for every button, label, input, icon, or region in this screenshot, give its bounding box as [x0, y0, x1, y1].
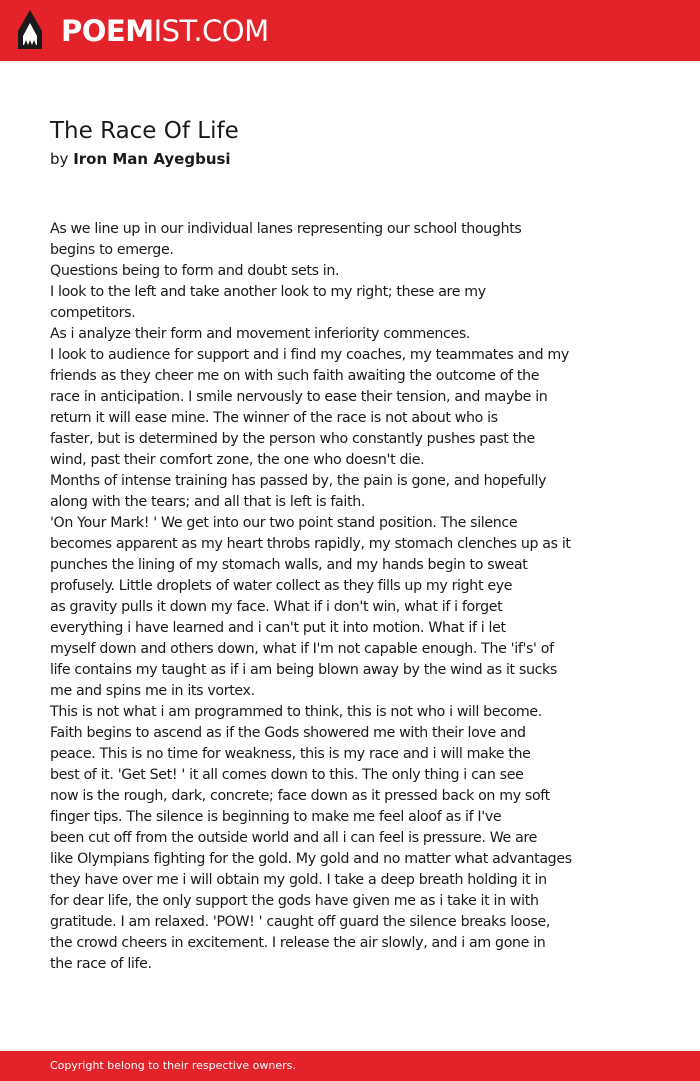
- site-logo[interactable]: [61, 10, 269, 52]
- poem-line: best of it. 'Get Set! ' it all comes down to this. The only thing i can see: [50, 767, 524, 783]
- poem-byline: [50, 147, 231, 171]
- poem-line: everything i have learned and i can't put it into motion. What if i let: [50, 620, 506, 636]
- poem-line: I look to the left and take another look to my right; these are my: [50, 284, 486, 300]
- poem-line: 'On Your Mark! ' We get into our two point stand position. The silence: [50, 515, 518, 531]
- poem-line: This is not what i am programmed to think, this is not who i will become.: [50, 704, 542, 720]
- poem-line: Questions being to form and doubt sets in.: [50, 263, 340, 279]
- poem-line: begins to emerge.: [50, 242, 174, 258]
- poem-line: now is the rough, dark, concrete; face down as it pressed back on my soft: [50, 788, 550, 804]
- poem-line: life contains my taught as if i am being blown away by the wind as it sucks: [50, 662, 557, 678]
- logo-bold-text: POEM: [61, 14, 154, 48]
- poem-line: wind, past their comfort zone, the one who doesn't die.: [50, 452, 425, 468]
- poem-line: As i analyze their form and movement inferiority commences.: [50, 326, 471, 342]
- pen-nib-icon[interactable]: [17, 9, 43, 51]
- poem-line: the race of life.: [50, 956, 152, 972]
- site-header: [0, 0, 700, 61]
- poem-author: Iron Man Ayegbusi: [73, 150, 231, 168]
- poem-line: competitors.: [50, 305, 136, 321]
- poem-line: peace. This is no time for weakness, this is my race and i will make the: [50, 746, 531, 762]
- poem-line: like Olympians fighting for the gold. My gold and no matter what advantages: [50, 851, 572, 867]
- poem-line: they have over me i will obtain my gold. I take a deep breath holding it in: [50, 872, 547, 888]
- poem-line: return it will ease mine. The winner of the race is not about who is: [50, 410, 498, 426]
- poem-line: As we line up in our individual lanes representing our school thoughts: [50, 221, 522, 237]
- poem-title: The Race Of Life: [50, 118, 239, 144]
- poem-line: been cut off from the outside world and all i can feel is pressure. We are: [50, 830, 537, 846]
- footer-copyright: Copyright belong to their respective owners.: [50, 1059, 296, 1072]
- poem-line: punches the lining of my stomach walls, and my hands begin to sweat: [50, 557, 528, 573]
- poem-line: faster, but is determined by the person who constantly pushes past the: [50, 431, 535, 447]
- poem-line: friends as they cheer me on with such faith awaiting the outcome of the: [50, 368, 540, 384]
- poem-line: Months of intense training has passed by, the pain is gone, and hopefully: [50, 473, 547, 489]
- poem-line: along with the tears; and all that is left is faith.: [50, 494, 366, 510]
- poem-line: Faith begins to ascend as if the Gods showered me with their love and: [50, 725, 526, 741]
- poem-line: the crowd cheers in excitement. I release the air slowly, and i am gone in: [50, 935, 546, 951]
- poem-line: for dear life, the only support the gods have given me as i take it in with: [50, 893, 539, 909]
- poem-line: I look to audience for support and i find my coaches, my teammates and my: [50, 347, 569, 363]
- poem-line: becomes apparent as my heart throbs rapidly, my stomach clenches up as it: [50, 536, 571, 552]
- logo-light-text: IST.COM: [153, 14, 269, 48]
- poem-line: as gravity pulls it down my face. What if i don't win, what if i forget: [50, 599, 503, 615]
- poem-line: me and spins me in its vortex.: [50, 683, 255, 699]
- poem-line: race in anticipation. I smile nervously to ease their tension, and maybe in: [50, 389, 548, 405]
- site-footer: [0, 1051, 700, 1081]
- poem-line: profusely. Little droplets of water collect as they fills up my right eye: [50, 578, 513, 594]
- by-label: by: [50, 150, 69, 168]
- poem-body: [50, 219, 680, 975]
- poem-line: myself down and others down, what if I'm not capable enough. The 'if's' of: [50, 641, 554, 657]
- poem-line: gratitude. I am relaxed. 'POW! ' caught off guard the silence breaks loose,: [50, 914, 551, 930]
- poem-line: finger tips. The silence is beginning to make me feel aloof as if I've: [50, 809, 502, 825]
